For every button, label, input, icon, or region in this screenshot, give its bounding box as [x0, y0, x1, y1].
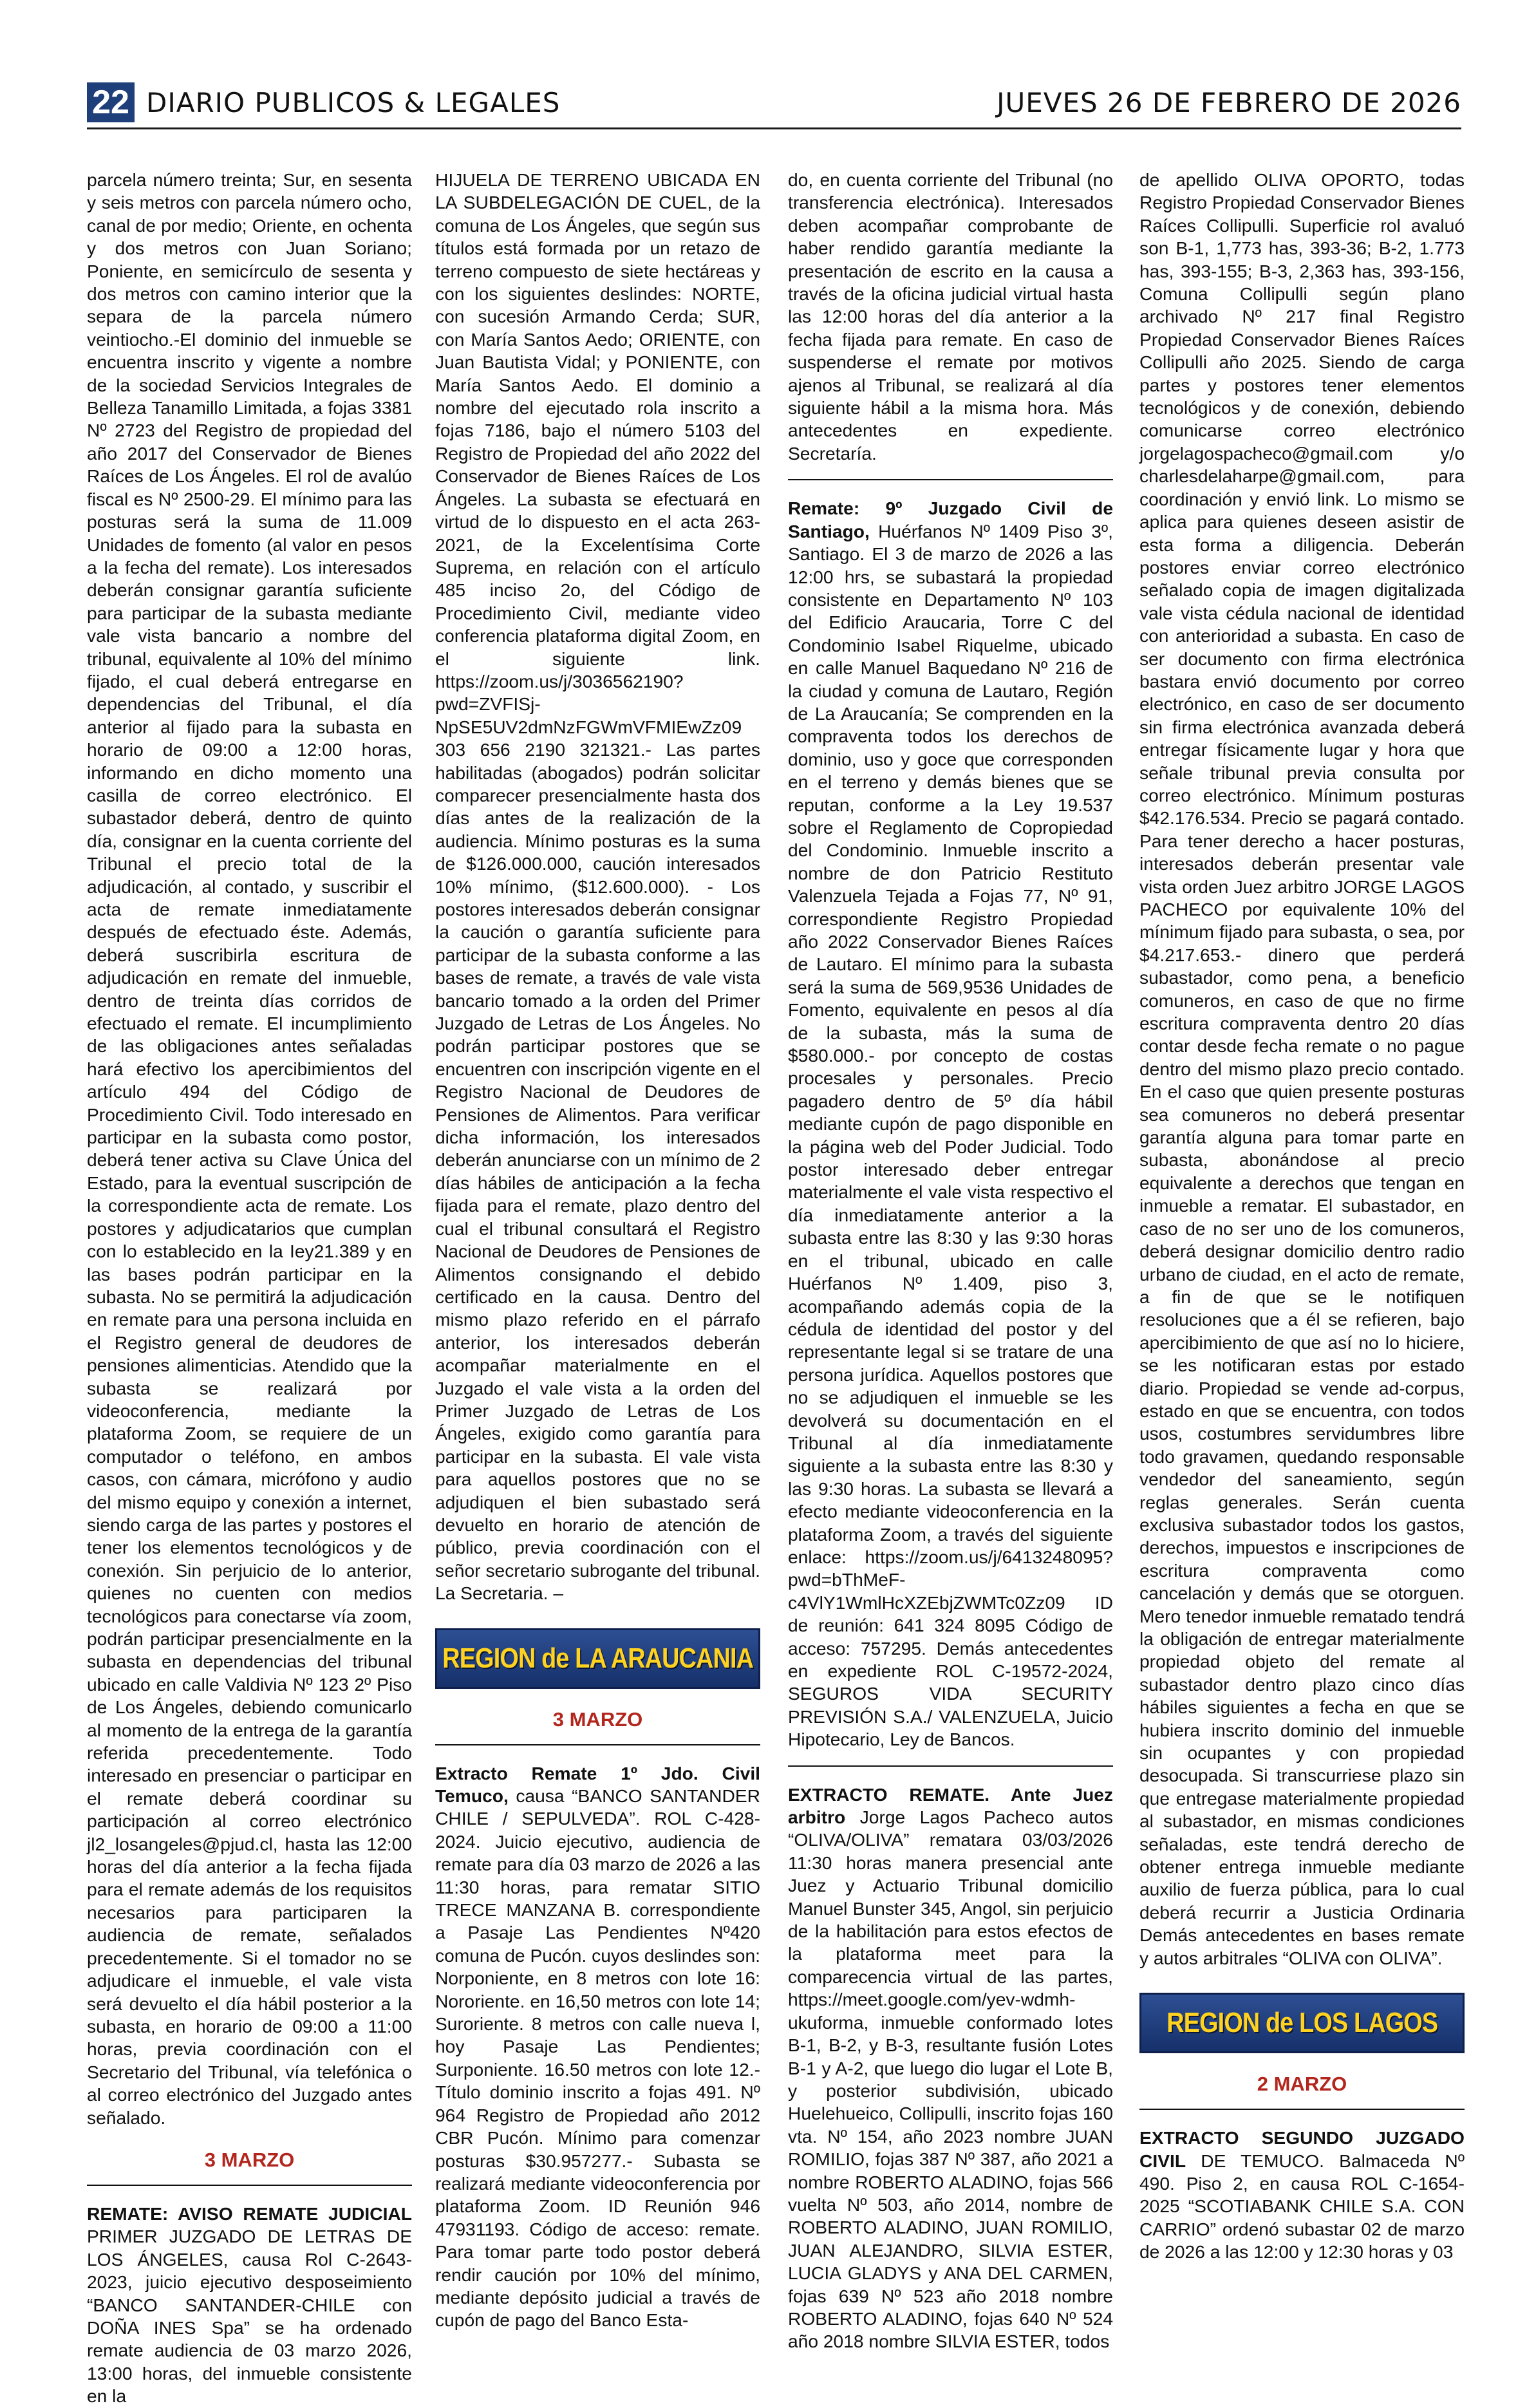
notice-heading: REMATE: AVISO REMATE JUDICIAL: [87, 2203, 412, 2224]
notice-paragraph: [788, 1783, 1113, 2353]
region-banner: [435, 1628, 760, 1689]
publication-date: JUEVES 26 DE FEBRERO DE 2026: [997, 87, 1461, 118]
notice-paragraph: [87, 2203, 412, 2408]
notice-heading: Remate: 9º Juzgado Civil de Santiago,: [788, 498, 1113, 541]
notice-text: HIJUELA DE TERRENO UBICADA EN LA SUBDELEGACIÓN DE CUEL, de la comuna de Los Ángeles, que según sus títulos está formada por un retazo de terreno compuesto de siete hectáreas y con los siguientes deslindes: NORTE, con sucesión Armando Cerda; SUR, con María Santos Aedo; ORIENTE, con Juan Bautista Vidal; y PONIENTE, con María Santos Aedo. El dominio a nombre del ejecutado rola inscrito a fojas 7186, bajo el número 5103 del Registro de Propiedad del año 2022 del Conservador de Bienes Raíces de Los Ángeles. La subasta se efectuará en virtud de lo dispuesto en el acta 263-2021, de la Excelentísima Corte Suprema, en relación con el artículo 485 inciso 2o, del Código de Procedimiento Civil, mediante video conferencia plataforma digital Zoom, en el siguiente link. https://zoom.us/j/3036562190?pwd=ZVFISj-NpSE5UV2dmNzFGWmVFMIEwZz09 303 656 2190 321321.- Las partes habilitadas (abogados) podrán solicitar comparecer presencialmente hasta dos días antes de la realización de la audiencia. Mínimo posturas es la suma de $126.000.000, caución interesados 10% mínimo, ($12.600.000). - Los postores interesados deberán consignar la caución o garantía suficiente para participar de la subasta conforme a las bases de remate, a través de vale vista bancario tomado a la orden del Primer Juzgado de Letras de Los Ángeles. No podrán participar postores que se encuentren con inscripción vigente en el Registro Nacional de Deudores de Pensiones de Alimentos. Para verificar dicha información, los interesados deberán anunciarse con un mínimo de 2 días hábiles de anticipación a la fecha fijada para el remate, plazo dentro del cual el tribunal consultará el Registro Nacional de Deudores de Pensiones de Alimentos consignando el debido certificado en la causa. Dentro del mismo plazo referido en el párrafo anterior, los interesados deberán acompañar materialmente en el Juzgado el vale vista a la orden del Primer Juzgado de Letras de Los Ángeles, exigido como garantía para participar en la subasta. El vale vista para aquellos postores que no se adjudiquen el bien subastado será devuelto en horario de atención de público, previa coordinación con el señor secretario subrogante del tribunal. La Secretaria. –: [435, 169, 760, 1604]
separator-line: [788, 1765, 1113, 1767]
publication-name: DIARIO PUBLICOS & LEGALES: [146, 87, 561, 118]
notice-text: DE TEMUCO. Balmaceda Nº 490. Piso 2, en causa ROL C-1654-2025 “SCOTIABANK CHILE S.A. CON CARRIO” ordenó subastar 02 de marzo de 2026 a las 12:00 y 12:30 horas y 03: [1139, 2150, 1465, 2262]
notice-text: PRIMER JUZGADO DE LETRAS DE LOS ÁNGELES, causa Rol C-2643-2023, juicio ejecutivo desposeimiento “BANCO SANTANDER-CHILE con DOÑA INES Spa” se ha ordenado remate audiencia de 03 marzo 2026, 13:00 horas, del inmueble consistente en la: [87, 2226, 412, 2407]
region-banner: [1139, 1993, 1465, 2053]
notice-text: parcela número treinta; Sur, en sesenta y seis metros con parcela número ocho, canal de por medio; Oriente, en ochenta y dos metros con Juan Soriano; Poniente, en semicírculo de sesenta y dos metros con camino interior que la separa de la parcela número veintiocho.-El dominio del inmueble se encuentra inscrito y vigente a nombre de la sociedad Servicios Integrales de Belleza Tanamillo Limitada, a fojas 3381 Nº 2723 del Registro de propiedad del año 2017 del Conservador de Bienes Raíces de Los Ángeles. El rol de avalúo fiscal es Nº 2500-29. El mínimo para las posturas será la suma de 11.009 Unidades de fomento (al valor en pesos a la fecha del remate). Los interesados deberán consignar garantía suficiente para participar de la subasta mediante vale vista bancario a nombre del tribunal, equivalente al 10% del mínimo fijado, el cual deberá entregarse en dependencias del Tribunal, el día anterior al fijado para la subasta en horario de 09:00 a 12:00 horas, informando en dicho momento una casilla de correo electrónico. El subastador deberá, dentro de quinto día, consignar en la cuenta corriente del Tribunal el precio total de la adjudicación, al contado, y suscribir el acta de remate inmediatamente después de efectuado éste. Además, deberá suscribirla escritura de adjudicación en remate del inmueble, dentro de treinta días corridos de efectuado el remate. El incumplimiento de las obligaciones antes señaladas hará efectivo los apercibimientos del artículo 494 del Código de Procedimiento Civil. Todo interesado en participar en la subasta como postor, deberá tener activa su Clave Única del Estado, para la eventual suscripción de la correspondiente acta de remate. Los postores y adjudicatarios que cumplan con lo establecido en la Iey21.389 y en las bases podrán participar en la subasta. No se permitirá la adjudicación en remate para una persona incluida en el Registro general de deudores de pensiones alimenticias. Atendido que la subasta se realizará por videoconferencia, mediante la plataforma Zoom, se requiere de un computador o teléfono, en ambos casos, con cámara, micrófono y audio del mismo equipo y conexión a internet, siendo carga de las partes y postores el tener los elementos tecnológicos y de conexión. Sin perjuicio de lo anterior, quienes no cuenten con medios tecnológicos para conectarse vía zoom, podrán participar presencialmente en la subasta en dependencias del tribunal ubicado en calle Valdivia Nº 123 2º Piso de Los Ángeles, debiendo comunicarlo al momento de la entrega de la garantía referida precedentemente. Todo interesado en presenciar o participar en el remate deberá coordinar su participación al correo electrónico jl2_losangeles@pjud.cl, hasta las 12:00 horas del día anterior a la fecha fijada para el remate además de los requisitos necesarios para participaren la audiencia de remate, señalados precedentemente. Si el tomador no se adjudicare el inmueble, el vale vista será devuelto el día hábil posterior a la subasta, en horario de 09:00 a 11:00 horas, previa coordinación con el Secretario del Tribunal, vía telefónica o al correo electrónico del Juzgado antes señalado.: [87, 169, 412, 2128]
column-2: [435, 169, 760, 2331]
notice-text: de apellido OLIVA OPORTO, todas Registro Propiedad Conservador Bienes Raíces Collipulli. Superficie rol avaluó son B-1, 1,773 has, 393-36; B-2, 1.773 has, 393-155; B-3, 2,363 has, 393-156, Comuna Collipulli según plano archivado Nº 217 final Registro Propiedad Conservador Bienes Raíces Collipulli año 2025. Siendo de carga partes y postores tener elementos tecnológicos y de conexión, debiendo comunicarse correo electrónico jorgelagospacheco@gmail.com y/o charlesdelaharpe@gmail.com, para coordinación y envió link. Lo mismo se aplica para quienes deseen asistir de esta forma a diligencia. Deberán postores enviar correo electrónico señalado copia de imagen digitalizada vale vista cédula nacional de identidad con anterioridad a subasta. En caso de ser documento con firma electrónica bastara envió documento por correo electrónico, en caso de ser documento sin firma electrónica avanzada deberá entregar físicamente lugar y hora que señale tribunal previa consulta por correo electrónico. Mínimum posturas $42.176.534. Precio se pagará contado. Para tener derecho a hacer posturas, interesados deberán presentar vale vista orden Juez arbitro JORGE LAGOS PACHECO por equivalente 10% del mínimum fijado para subasta, o sea, por $4.217.653.- dinero que perderá subastador, como pena, a beneficio comuneros, en caso de que no firme escritura compraventa dentro 20 días contar desde fecha remate o no pague dentro del mismo plazo precio contado. En el caso que quien presente posturas sea comuneros no deberá presentar garantía alguna para tomar parte en subasta, abonándose al precio equivalente a derechos que tengan en inmueble a rematar. El subastador, en caso de no ser uno de los comuneros, deberá designar domicilio dentro radio urbano de ciudad, en el acto de remate, a fin de que se le notifiquen resoluciones que a él se refieren, bajo apercibimiento de que así no lo hiciere, se les notificaran estas por estado diario. Propiedad se vende ad-corpus, estado en que se encuentra, con todos usos, costumbres servidumbres libre todo gravamen, quedando responsable vendedor del saneamiento, según reglas generales. Serán cuenta exclusiva subastador todos los gastos, derechos, impuestos e inscripciones de escritura compraventa como cancelación y demás que se otorguen. Mero tenedor inmueble rematado tendrá la obligación de entregar materialmente propiedad objeto del remate al subastador dentro plazo cinco días hábiles siguientes a fecha en que se hubiera inscrito dominio del inmueble sin ocupantes y con propiedad desocupada. Si transcurriese plazo sin que entregase materialmente propiedad al subastador, en mismas condiciones señaladas, este tendrá derecho de obtener entrega inmueble mediante auxilio de fuerza pública, para lo cual deberá recurrir a Justicia Ordinaria Demás antecedentes en bases remate y autos arbitrales “OLIVA con OLIVA”.: [1139, 169, 1465, 1968]
notice-text: causa “BANCO SANTANDER CHILE / SEPULVEDA”. ROL C-428-2024. Juicio ejecutivo, audiencia de remate para día 03 marzo de 2026 a las 11:30 horas, para rematar SITIO TRECE MANZANA B. correspondiente a Pasaje Las Pendientes Nº420 comuna de Pucón. cuyos deslindes son: Norponiente, en 8 metros con lote 16: Nororiente. en 16,50 metros con lote 14; Suroriente. 8 metros con calle nueva l, hoy Pasaje Las Pendientes; Surponiente. 16.50 metros con lote 12.- Título dominio inscrito a fojas 491. Nº 964 Registro de Propiedad año 2012 CBR Pucón. Mínimo para comenzar posturas $30.957277.- Subasta se realizará mediante videoconferencia por plataforma Zoom. ID Reunión 946 47931193. Código de acceso: remate. Para tomar parte todo postor deberá rendir caución por 10% del mínimo, mediante depósito judicial a través de cupón de pago del Banco Esta-: [435, 1785, 760, 2331]
notice-paragraph: [435, 1762, 760, 2332]
page-number: 22: [87, 82, 135, 122]
separator-line: [788, 479, 1113, 480]
page-header: [87, 82, 1461, 122]
notice-text: Jorge Lagos Pacheco autos “OLIVA/OLIVA” rematara 03/03/2026 11:30 horas manera presencial ante Juez y Actuario Tribunal domicilio Manuel Bunster 345, Angol, sin perjuicio de la habilitación para estos efectos de la plataforma meet para la comparecencia virtual de las partes, https://meet.google.com/yev-wdmh-ukuforma, inmueble conformado lotes B-1, B-2, y B-3, resultante fusión Lotes B-1 y A-2, que luego dio lugar el Lote B, y posterior subdivisión, ubicado Huelehueico, Collipulli, inscrito fojas 160 vta. Nº 154, año 2023 nombre JUAN ROMILIO, fojas 387 Nº 387, año 2021 a nombre ROBERTO ALADINO, fojas 566 vuelta Nº 503, año 2014, nombre de ROBERTO ALADINO, JUAN ROMILIO, JUAN ALEJANDRO, SILVIA ESTER, LUCIA GLADYS y ANA DEL CARMEN, fojas 639 Nº 523 año 2018 nombre ROBERTO ALADINO, fojas 640 Nº 524 año 2018 nombre SILVIA ESTER, todos: [788, 1807, 1113, 2352]
date-heading: 2 MARZO: [1257, 2073, 1347, 2096]
notice-text: do, en cuenta corriente del Tribunal (no transferencia electrónica). Interesados deben acompañar comprobante de haber rendido garantía mediante la presentación de escrito en la causa a través de la oficina judicial virtual hasta las 12:00 horas del día anterior a la fecha fijada para remate. En caso de suspenderse el remate por motivos ajenos al Tribunal, se realizará al día siguiente hábil a la misma hora. Más antecedentes en expediente. Secretaría.: [788, 169, 1113, 464]
notice-text: Huérfanos Nº 1409 Piso 3º, Santiago. El 3 de marzo de 2026 a las 12:00 hrs, se subastará la propiedad consistente en Departamento Nº 103 del Edificio Araucaria, Torre C del Condominio Isabel Riquelme, ubicado en calle Manuel Baquedano Nº 216 de la ciudad y comuna de Lautaro, Región de La Araucanía; Se comprenden en la compraventa todos los derechos de dominio, uso y goce que corresponden en el terreno y demás bienes que se reputan, conforme a la Ley 19.537 sobre el Reglamento de Copropiedad del Condominio. Inmueble inscrito a nombre de don Patricio Restituto Valenzuela Tejada a Fojas 77, Nº 91, correspondiente Registro Propiedad año 2022 Conservador Bienes Raíces de Lautaro. El mínimo para la subasta será la suma de 569,9536 Unidades de Fomento, equivalente en pesos al día de la subasta, más la suma de $580.000.- por concepto de costas procesales y personales. Precio pagadero dentro de 5º día hábil mediante cupón de pago disponible en la página web del Poder Judicial. Todo postor interesado deber entregar materialmente el vale vista respectivo el día inmediatamente anterior a la subasta entre las 8:30 y las 9:30 horas en el tribunal, ubicado en calle Huérfanos Nº 1.409, piso 3, acompañando además copia de la cédula de identidad del postor y del representante legal si se tratare de una persona jurídica. Aquellos postores que no se adjudiquen el inmueble se les devolverá su documentación en el Tribunal al día inmediatamente siguiente a la subasta entre las 8:30 y las 9:30 horas. La subasta se llevará a efecto mediante videoconferencia en la plataforma Zoom, a través del siguiente enlace: https://zoom.us/j/6413248095?pwd=bThMeF-c4VlY1WmlHcXZEbjZWMTc0Zz09 ID de reunión: 641 324 8095 Código de acceso: 757295. Demás antecedentes en expediente ROL C-19572-2024, SEGUROS VIDA SECURITY PREVISIÓN S.A./ VALENZUELA, Juicio Hipotecario, Ley de Bancos.: [788, 520, 1113, 1750]
date-heading: 3 MARZO: [552, 1707, 643, 1731]
header-rule: [87, 127, 1461, 129]
column-1: [87, 169, 412, 2407]
separator-line: [87, 2185, 412, 2186]
date-heading: 3 MARZO: [204, 2148, 295, 2171]
separator-line: [1139, 2109, 1465, 2110]
separator-line: [435, 1744, 760, 1745]
region-banner-label: REGION de LOS LAGOS: [1166, 2007, 1438, 2039]
notice-heading: Extracto Remate 1º Jdo. Civil Temuco,: [435, 1762, 760, 1806]
notice-paragraph: [788, 497, 1113, 1751]
column-4: [1139, 169, 1465, 2262]
notice-heading: EXTRACTO REMATE. Ante Juez arbitro: [788, 1783, 1113, 1828]
notice-paragraph: [1139, 2127, 1465, 2263]
column-3: [788, 169, 1113, 2352]
region-banner-label: REGION de LA ARAUCANIA: [442, 1642, 753, 1674]
notice-heading: EXTRACTO SEGUNDO JUZGADO CIVIL: [1139, 2127, 1465, 2171]
